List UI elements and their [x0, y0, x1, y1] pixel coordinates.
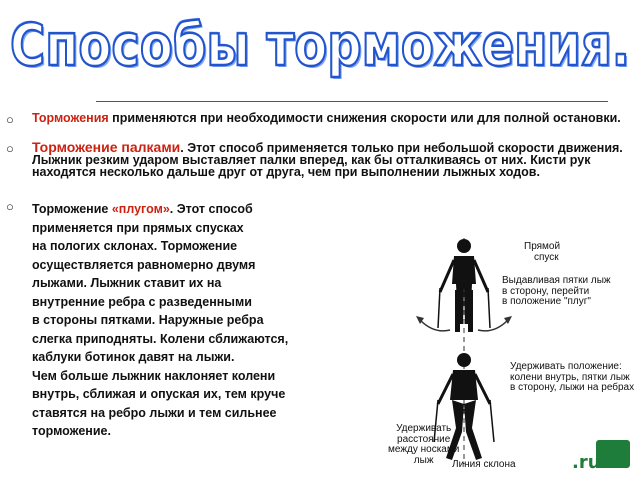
label-keep-distance: Удерживать расстояние между носками лыж: [388, 423, 460, 466]
plow-lead: Торможение: [32, 202, 112, 216]
term-braking: Торможения: [32, 111, 109, 125]
plow-line: ставятся на ребро лыжи и тем сильнее: [32, 405, 277, 420]
plow-line: слегка приподняты. Колени сближаются,: [32, 331, 289, 346]
bullet-icon: ○: [6, 112, 14, 127]
page-title: Способы торможения.: [10, 12, 630, 80]
plow-line: торможение.: [32, 424, 111, 438]
term-pole-braking: Торможение палками: [32, 139, 181, 155]
label-push-heels: Выдавливая пятки лыж в сторону, перейти в положение "плуг": [502, 275, 611, 307]
term-plow: «плугом»: [111, 202, 170, 216]
plow-line: Чем больше лыжник наклоняет колени: [32, 368, 276, 383]
site-logo-icon: [596, 440, 630, 468]
plow-line: в стороны пятками. Наружные ребра: [32, 313, 264, 327]
title-divider: [96, 101, 608, 102]
arrow-left-icon: [420, 320, 450, 331]
plow-line: осуществляется равномерно двумя: [32, 257, 256, 272]
bullet-icon: ○: [6, 141, 14, 156]
plow-tail: . Этот способ: [169, 202, 253, 216]
plow-line: лыжами. Лыжник ставит их на: [32, 276, 222, 290]
paragraph-braking-text: применяются при необходимости снижения скорости или для полной остановки.: [108, 111, 621, 125]
label-hold-position: Удерживать положение: колени внутрь, пятки лыж в сторону, лыжи на ребрах: [510, 361, 635, 393]
plow-line: на пологих склонах. Торможение: [32, 239, 238, 253]
site-logo-text: .ru: [572, 452, 601, 473]
label-slope-line: Линия склона: [452, 459, 516, 470]
plow-line: внутрь, сближая и опуская их, тем круче: [32, 387, 286, 401]
paragraph-pole-braking-text: . Этот способ применяется только при небольшой скорости движения. Лыжник резким ударом выставляет палки вперед, как бы отталкиваясь от них. Кисти рук находятся несколько дальше друг от друга, чем при выполнении лыжных ходов.: [32, 141, 623, 179]
paragraph-braking: [32, 112, 624, 124]
plow-line: применяется при прямых спусках: [32, 220, 244, 235]
arrow-right-icon: [478, 320, 508, 331]
paragraph-plow-braking: [32, 200, 362, 441]
bullet-icon: ○: [6, 199, 14, 214]
paragraph-pole-braking: [32, 141, 624, 178]
plow-line: внутренние ребра с разведенными: [32, 294, 252, 309]
skier-straight-icon: [438, 239, 490, 332]
label-straight-descent: Прямой спуск: [524, 241, 561, 263]
plow-line: каблуки ботинок давят на лыжи.: [32, 350, 235, 364]
